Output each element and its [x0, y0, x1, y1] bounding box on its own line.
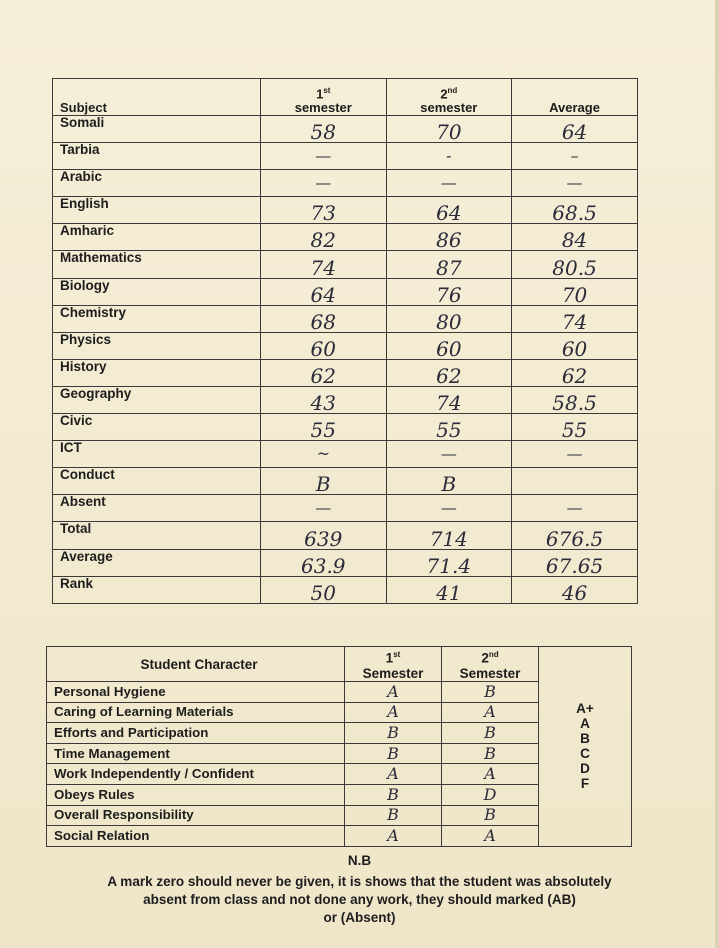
semester1-grade: A [345, 764, 442, 785]
trait-name: Personal Hygiene [47, 682, 345, 703]
subject-name: Geography [53, 386, 261, 413]
semester2-mark: 64 [386, 197, 512, 224]
trait-name: Social Relation [47, 826, 345, 847]
marks-row [53, 116, 638, 143]
semester1-mark: 60 [261, 332, 387, 359]
subject-name: Rank [53, 576, 261, 603]
average-mark: — [512, 170, 638, 197]
semester1-grade: A [345, 702, 442, 723]
semester1-mark: 43 [261, 386, 387, 413]
semester1-grade: A [345, 682, 442, 703]
semester2-grade: A [442, 826, 539, 847]
marks-row [53, 549, 638, 576]
average-mark: 70 [512, 278, 638, 305]
average-mark: 68.5 [512, 197, 638, 224]
subject-name: English [53, 197, 261, 224]
semester1-mark: B [261, 468, 387, 495]
marks-table [52, 78, 638, 604]
subject-name: Somali [53, 116, 261, 143]
marks-row [53, 441, 638, 468]
marks-row [53, 170, 638, 197]
marks-row [53, 332, 638, 359]
subject-name: History [53, 359, 261, 386]
subject-name: Mathematics [53, 251, 261, 278]
average-mark: — [512, 441, 638, 468]
semester2-grade: D [442, 784, 539, 805]
semester1-mark: — [261, 495, 387, 522]
semester2-mark: 76 [386, 278, 512, 305]
semester2-mark: 41 [386, 576, 512, 603]
average-mark: 67.65 [512, 549, 638, 576]
marks-row [53, 576, 638, 603]
semester2-grade: B [442, 743, 539, 764]
grade-scale [539, 647, 632, 847]
semester1-mark: 58 [261, 116, 387, 143]
semester1-mark: 63.9 [261, 549, 387, 576]
grade-scale-item: A [580, 716, 590, 732]
subject-name: Total [53, 522, 261, 549]
semester1-grade: B [345, 743, 442, 764]
average-mark: 74 [512, 305, 638, 332]
semester1-mark: — [261, 170, 387, 197]
semester2-grade: A [442, 764, 539, 785]
marks-row [53, 495, 638, 522]
semester2-mark: B [386, 468, 512, 495]
marks-row [53, 414, 638, 441]
note-line-2: absent from class and not done any work, they should marked (AB) [143, 892, 576, 907]
semester1-grade: A [345, 826, 442, 847]
marks-header-row [53, 79, 638, 116]
marks-row [53, 305, 638, 332]
subject-name: Average [53, 549, 261, 576]
trait-name: Obeys Rules [47, 784, 345, 805]
paper-edge [715, 0, 719, 948]
semester1-mark: 82 [261, 224, 387, 251]
char-semester2-header: 2nd Semester [442, 647, 539, 682]
semester1-mark: ~ [261, 441, 387, 468]
char-semester1-header: 1st Semester [345, 647, 442, 682]
marks-row [53, 522, 638, 549]
marks-row [53, 359, 638, 386]
subject-name: Arabic [53, 170, 261, 197]
average-mark: 64 [512, 116, 638, 143]
subject-name: ICT [53, 441, 261, 468]
semester2-grade: A [442, 702, 539, 723]
semester1-mark: 55 [261, 414, 387, 441]
note-line-1: A mark zero should never be given, it is shows that the student was absolutely [107, 874, 612, 889]
semester1-mark: 639 [261, 522, 387, 549]
semester1-mark: 50 [261, 576, 387, 603]
semester2-grade: B [442, 805, 539, 826]
semester1-mark: 73 [261, 197, 387, 224]
marks-row [53, 468, 638, 495]
trait-name: Efforts and Participation [47, 723, 345, 744]
semester2-mark: 60 [386, 332, 512, 359]
semester1-mark: 74 [261, 251, 387, 278]
average-mark: – [512, 143, 638, 170]
semester1-mark: 68 [261, 305, 387, 332]
subject-name: Biology [53, 278, 261, 305]
average-header: Average [512, 79, 638, 116]
subject-name: Amharic [53, 224, 261, 251]
average-mark: 80.5 [512, 251, 638, 278]
trait-name: Caring of Learning Materials [47, 702, 345, 723]
grade-scale-item: B [580, 731, 590, 747]
semester2-mark: 87 [386, 251, 512, 278]
grade-scale-item: F [580, 776, 590, 792]
semester1-grade: B [345, 723, 442, 744]
marks-row [53, 197, 638, 224]
trait-name: Work Independently / Confident [47, 764, 345, 785]
semester2-mark: - [386, 143, 512, 170]
marks-row [53, 143, 638, 170]
average-mark: 55 [512, 414, 638, 441]
grade-scale-item: A+ [576, 701, 594, 717]
semester2-mark: 62 [386, 359, 512, 386]
semester2-mark: 70 [386, 116, 512, 143]
subject-name: Conduct [53, 468, 261, 495]
average-mark: 60 [512, 332, 638, 359]
average-mark: 58.5 [512, 386, 638, 413]
average-mark: 46 [512, 576, 638, 603]
trait-name: Time Management [47, 743, 345, 764]
semester2-mark: 80 [386, 305, 512, 332]
student-character-header: Student Character [47, 647, 345, 682]
semester1-mark: 64 [261, 278, 387, 305]
semester1-mark: 62 [261, 359, 387, 386]
subject-name: Civic [53, 414, 261, 441]
semester2-mark: — [386, 441, 512, 468]
semester2-mark: — [386, 495, 512, 522]
semester1-grade: B [345, 784, 442, 805]
semester2-header: 2nd semester [386, 79, 512, 116]
semester2-mark: 71.4 [386, 549, 512, 576]
subject-name: Absent [53, 495, 261, 522]
semester2-grade: B [442, 682, 539, 703]
marks-row [53, 386, 638, 413]
grade-scale-item: C [580, 746, 590, 762]
marks-row [53, 251, 638, 278]
grade-scale-item: D [580, 761, 590, 777]
marks-row [53, 278, 638, 305]
semester2-mark: 86 [386, 224, 512, 251]
semester2-mark: 55 [386, 414, 512, 441]
subject-name: Physics [53, 332, 261, 359]
subject-name: Chemistry [53, 305, 261, 332]
character-header-row [47, 647, 632, 682]
semester2-mark: 714 [386, 522, 512, 549]
average-mark: 84 [512, 224, 638, 251]
average-mark [512, 468, 638, 495]
average-mark: 676.5 [512, 522, 638, 549]
subject-header: Subject [53, 79, 261, 116]
semester2-mark: 74 [386, 386, 512, 413]
character-table [46, 646, 632, 847]
semester1-grade: B [345, 805, 442, 826]
semester1-mark: — [261, 143, 387, 170]
trait-name: Overall Responsibility [47, 805, 345, 826]
note-heading: N.B [347, 853, 372, 868]
semester2-mark: — [386, 170, 512, 197]
semester2-grade: B [442, 723, 539, 744]
marks-row [53, 224, 638, 251]
subject-name: Tarbia [53, 143, 261, 170]
semester1-header: 1st semester [261, 79, 387, 116]
note-line-3: or (Absent) [323, 910, 396, 925]
average-mark: — [512, 495, 638, 522]
average-mark: 62 [512, 359, 638, 386]
